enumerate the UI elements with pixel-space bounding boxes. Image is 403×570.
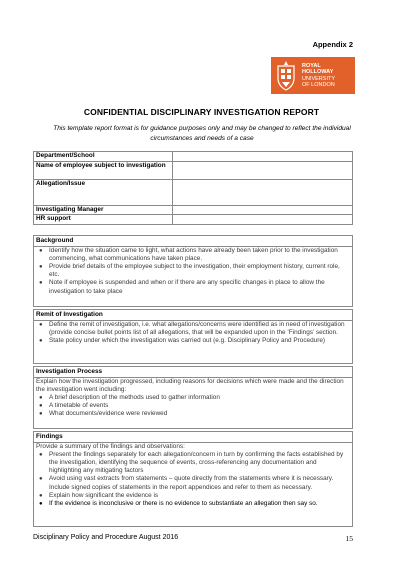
section-heading: Investigation Process — [34, 367, 352, 378]
case-info-table — [33, 151, 353, 225]
report-title: CONFIDENTIAL DISCIPLINARY INVESTIGATION REPORT — [83, 107, 320, 117]
info-value-field[interactable] — [173, 152, 353, 162]
list-item: ● Avoid using vast extracts from statements – quote directly from the statements where it is necessary. Include signed copies of statements in the report appendices and refer to them as necessary. — [39, 475, 334, 491]
report-subtitle: This template report format is for guidance purposes only and may be changed to reflect the individual circumstances and needs of a case — [53, 125, 351, 142]
appendix-label: Appendix 2 — [312, 40, 353, 49]
list-item: ● Define the remit of investigation, i.e. what allegations/concerns were identified as in need of investigation (provide concise bullet points list of all allegations, that will be expanded upon in the ‘Findings’ section. — [39, 320, 345, 336]
list-item: ● Identify how the situation came to light, what actions have already been taken prior to the investigation commencing, what communications have taken place. — [39, 246, 338, 262]
info-row — [34, 180, 353, 206]
info-row — [34, 215, 353, 224]
list-item: ● What documents/evidence were reviewed — [39, 410, 168, 418]
info-label: Investigating Manager — [34, 206, 173, 215]
page-footer — [33, 534, 353, 543]
list-item: ● Explain how significant the evidence is — [39, 491, 159, 499]
section-intro: Explain how the investigation progressed, including reasons for decisions which were made and the direction the investigation went including: — [36, 377, 344, 393]
footer-text: Disciplinary Policy and Procedure August 2016 — [33, 534, 179, 541]
list-item: ● A brief description of the methods used to gather information — [39, 393, 220, 401]
logo-wordmark: ROYAL HOLLOWAY UNIVERSITY OF LONDON — [302, 62, 336, 88]
list-item: ● Provide brief details of the employee subject to the investigation, their employment history, current role, etc. — [39, 262, 340, 279]
findings-section — [33, 431, 353, 527]
remit-section — [33, 309, 353, 364]
page-number: 15 — [345, 534, 353, 543]
list-item: ● A timetable of events — [39, 402, 109, 410]
info-label: HR support — [34, 215, 173, 224]
list-item: ● Note if employee is suspended and when or if there are any specific changes in place to allow the investigation to take place — [39, 279, 325, 295]
crest-icon — [271, 57, 301, 94]
section-heading: Findings — [34, 432, 352, 443]
section-heading: Remit of Investigation — [34, 310, 352, 321]
info-row — [34, 206, 353, 215]
background-section — [33, 235, 353, 307]
info-value-field[interactable] — [173, 206, 353, 215]
list-item: ● If the evidence is inconclusive or there is no evidence to substantiate an allegation then say so. — [39, 499, 318, 507]
info-value-field[interactable] — [173, 180, 353, 206]
info-label: Department/School — [34, 152, 173, 162]
section-intro: Provide a summary of the findings and observations: — [36, 442, 185, 450]
info-value-field[interactable] — [173, 162, 353, 180]
process-section — [33, 366, 353, 429]
section-heading: Background — [34, 236, 352, 247]
info-label: Name of employee subject to investigation — [34, 162, 173, 180]
list-item: ● State policy under which the investigation was carried out (e.g. Disciplinary Policy and Procedure) — [39, 336, 325, 344]
info-row — [34, 152, 353, 162]
info-row — [34, 162, 353, 180]
info-value-field[interactable] — [173, 215, 353, 224]
info-label: Allegation/Issue — [34, 180, 173, 206]
university-logo — [271, 57, 355, 94]
list-item: ● Present the findings separately for each allegation/concern in turn by confirming the facts established by the investigation, identifying the sequence of events, cross-referencing any documentation and highlighting any mitigating factors — [39, 450, 344, 475]
